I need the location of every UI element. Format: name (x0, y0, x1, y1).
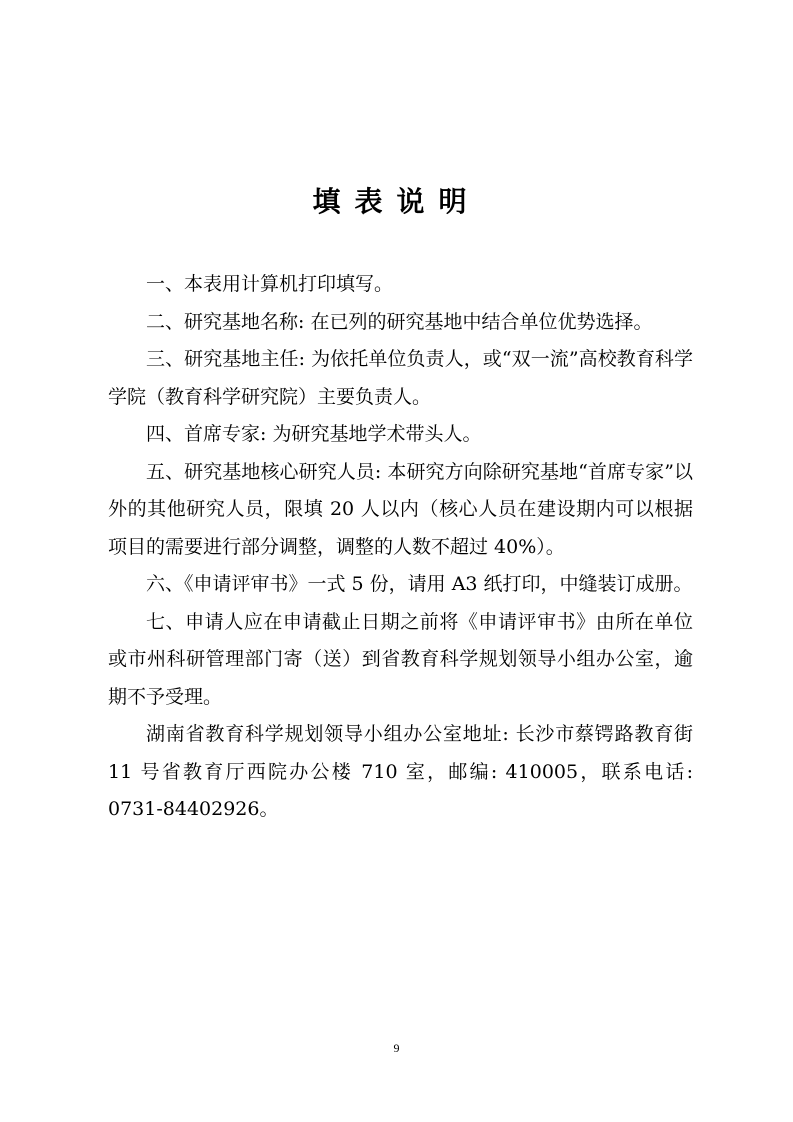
instructions-body (108, 266, 693, 829)
instruction-item-7: 七、申请人应在申请截止日期之前将《申请评审书》由所在单位或市州科研管理部门寄（送）到省教育科学规划领导小组办公室，逾期不予受理。 (108, 610, 693, 708)
page-title: 填表说明 (312, 185, 481, 218)
instruction-item-3: 三、研究基地主任: 为依托单位负责人，或“双一流”高校教育科学学院（教育科学研究院）主要负责人。 (108, 348, 693, 408)
instruction-item-2: 二、研究基地名称: 在已列的研究基地中结合单位优势选择。 (146, 310, 653, 333)
instruction-item-1: 一、本表用计算机打印填写。 (146, 273, 394, 295)
instruction-item-4: 四、首席专家: 为研究基地学术带头人。 (146, 423, 482, 445)
office-address: 湖南省教育科学规划领导小组办公室地址: 长沙市蔡锷路教育街 11 号省教育厅西院办公楼 710 室，邮编: 410005，联系电话: 0731-84402926。 (108, 723, 693, 820)
instruction-item-5: 五、研究基地核心研究人员: 本研究方向除研究基地“首席专家”以外的其他研究人员，限填 20 人以内（核心人员在建设期内可以根据项目的需要进行部分调整，调整的人数不超过 40%）。 (108, 460, 693, 558)
page-number: 9 (393, 1041, 400, 1055)
instruction-item-6: 六、《申请评审书》一式 5 份，请用 A3 纸打印，中缝装订成册。 (146, 573, 693, 595)
